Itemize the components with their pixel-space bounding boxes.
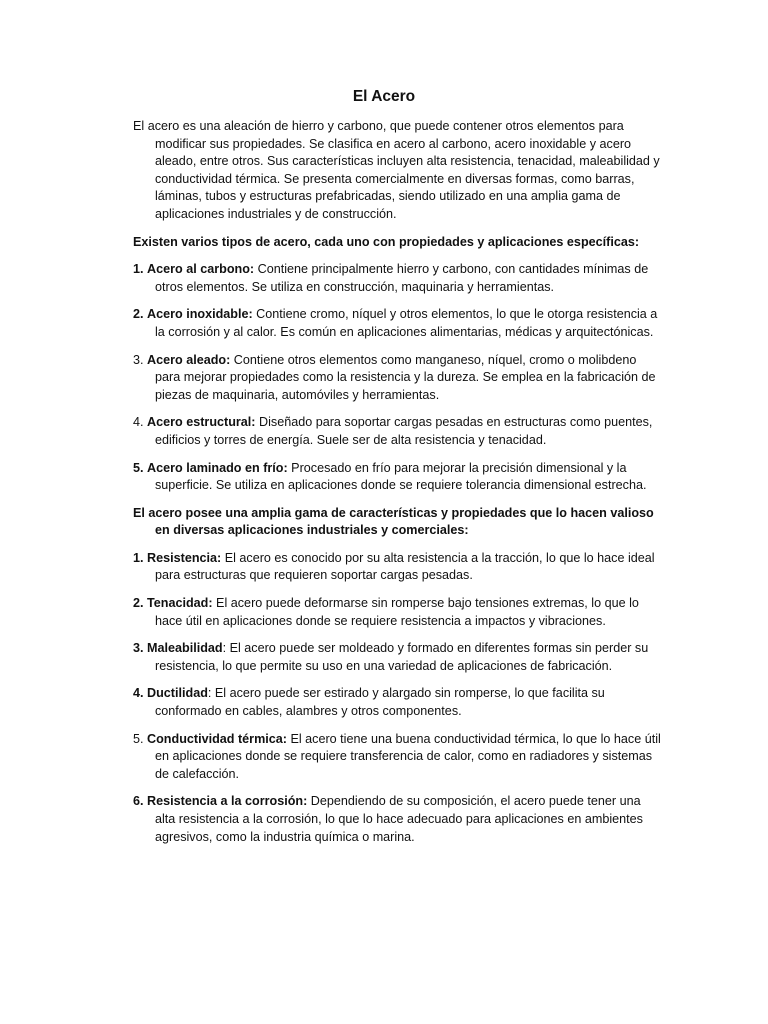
item-number: 5.: [133, 460, 144, 475]
item-number: 4.: [133, 686, 144, 701]
item-number: 3.: [133, 641, 144, 656]
item-term: Acero laminado en frío:: [147, 460, 288, 475]
item-text: El acero puede deformarse sin romperse bajo tensiones extremas, lo que lo hace útil en aplicaciones donde se requiere resistencia a impactos y vibraciones.: [155, 596, 639, 628]
types-heading: Existen varios tipos de acero, cada uno con propiedades y aplicaciones específicas:: [133, 234, 640, 249]
item-text: El acero es conocido por su alta resistencia a la tracción, lo que lo hace ideal para estructuras que requieren soportar cargas pesadas.: [155, 550, 655, 583]
steel-type-item: [133, 460, 661, 495]
item-number: 1.: [133, 550, 144, 565]
item-number: 5.: [133, 731, 144, 746]
item-text: Diseñado para soportar cargas pesadas en estructuras como puentes, edificios y torres de energía. Suele ser de alta resistencia y tenacidad.: [155, 415, 653, 447]
item-text: El acero tiene una buena conductividad térmica, lo que lo hace útil en aplicaciones donde se requiere transferencia de calor, como en radiadores y sistemas de calefacción.: [155, 731, 661, 781]
item-text: : El acero puede ser moldeado y formado en diferentes formas sin perder su resistencia, lo que permite su uso en una variedad de aplicaciones de fabricación.: [155, 641, 649, 673]
document-title: El Acero: [352, 88, 416, 105]
properties-heading: El acero posee una amplia gama de características y propiedades que lo hacen valioso en diversas aplicaciones industriales y comerciales:: [133, 505, 654, 538]
item-term: Acero al carbono:: [147, 262, 255, 277]
item-term: Acero aleado:: [147, 352, 231, 367]
item-term: Acero estructural:: [147, 415, 256, 430]
item-text: Dependiendo de su composición, el acero puede tener una alta resistencia a la corrosión, lo que lo hace adecuado para aplicaciones en ambientes agresivos, como la industria química o marina.: [155, 794, 643, 844]
property-item: [133, 685, 661, 720]
item-number: 1.: [133, 262, 144, 277]
item-number: 2.: [133, 307, 144, 322]
intro-paragraph: El acero es una aleación de hierro y carbono, que puede contener otros elementos para modificar sus propiedades. Se clasifica en acero al carbono, acero inoxidable y acero aleado, entre otros. Sus características incluyen alta resistencia, tenacidad, maleabilidad y conductividad térmica. Se presenta comercialmente en diversas formas, como barras, láminas, tubos y estructuras prefabricadas, siendo utilizado en una amplia gama de aplicaciones industriales y de construcción.: [133, 119, 660, 221]
document-body: [133, 118, 661, 856]
item-term: Resistencia a la corrosión:: [147, 794, 308, 809]
item-term: Maleabilidad: [147, 641, 223, 656]
item-term: Conductividad térmica:: [147, 731, 287, 746]
steel-type-item: [133, 414, 661, 449]
item-text: Contiene principalmente hierro y carbono, con cantidades mínimas de otros elementos. Se utiliza en construcción, maquinaria y herramientas.: [155, 262, 649, 294]
item-number: 4.: [133, 415, 144, 430]
item-term: Tenacidad:: [147, 596, 213, 611]
property-item: [133, 640, 661, 675]
item-term: Resistencia:: [147, 550, 222, 565]
steel-type-item: [133, 306, 661, 341]
property-item: [133, 595, 661, 630]
item-text: Contiene cromo, níquel y otros elementos, lo que le otorga resistencia a la corrosión y al calor. Es común en aplicaciones alimentarias, médicas y arquitectónicas.: [155, 307, 658, 339]
item-text: Contiene otros elementos como manganeso, níquel, cromo o molibdeno para mejorar propiedades como la resistencia y la dureza. Se emplea en la fabricación de piezas de maquinaria, automóviles y herramientas.: [155, 352, 656, 402]
item-number: 6.: [133, 794, 144, 809]
property-item: [133, 793, 661, 846]
steel-type-item: [133, 261, 661, 296]
item-text: Procesado en frío para mejorar la precisión dimensional y la superficie. Se utiliza en aplicaciones donde se requiere tolerancia dimensional estrecha.: [155, 460, 647, 493]
item-term: Acero inoxidable:: [147, 307, 253, 322]
item-term: Ductilidad: [147, 686, 208, 701]
item-text: : El acero puede ser estirado y alargado sin romperse, lo que facilita su conformado en cables, alambres y otros componentes.: [155, 686, 605, 719]
property-item: [133, 550, 661, 585]
steel-type-item: [133, 352, 661, 405]
property-item: [133, 731, 661, 784]
item-number: 3.: [133, 352, 144, 367]
item-number: 2.: [133, 596, 144, 611]
